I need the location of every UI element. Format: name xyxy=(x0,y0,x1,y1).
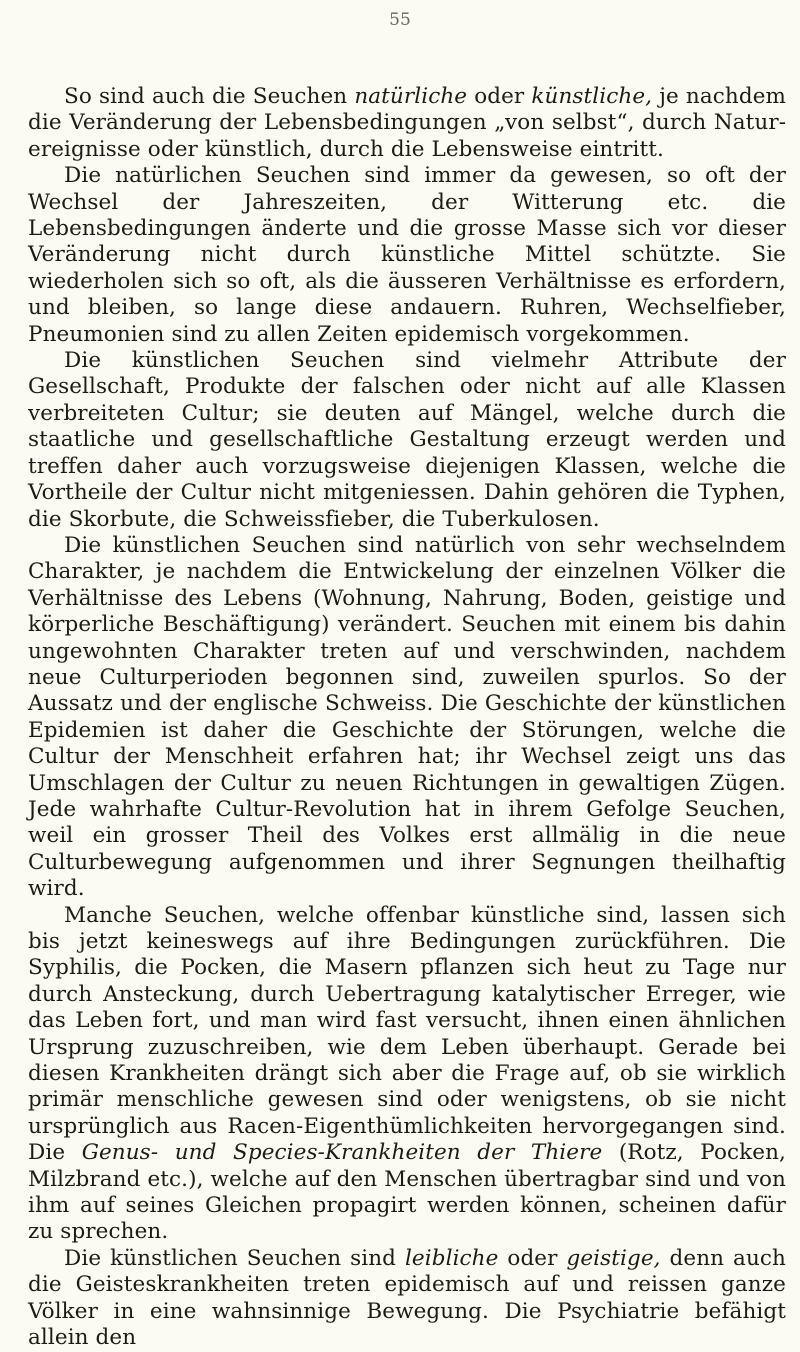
text-run: denn auch die Geisteskrankheiten treten epidemisch auf und reissen ganze Völker in eine wahnsinnige Bewegung. Die Psychiatrie befähigt allein den xyxy=(28,1245,786,1351)
page-number: 55 xyxy=(389,10,411,30)
text-run: Die künstlichen Seuchen sind xyxy=(64,1245,405,1271)
text-run: Manche Seuchen, welche offenbar künstliche sind, lassen sich bis jetzt keineswegs auf ihre Bedingungen zurückführen. Die Syphilis, die Pocken, die Masern pflanzen sich heut zu Tage nur durch Ansteckung, durch Uebertragung katalytischer Erreger, wie das Leben fort, und man wird fast versucht, ihnen einen ähnlichen Ursprung zuzuschreiben, wie dem Leben überhaupt. Gerade bei diesen Krankheiten drängt sich aber die Frage auf, ob sie wirklich primär menschliche gewesen sind oder wenigstens, ob sie nicht ursprünglich aus Racen-Eigenthümlichkeiten hervorgegangen sind. Die xyxy=(28,902,786,1166)
emphasis-geistige: geistige, xyxy=(566,1245,661,1271)
text-run: So sind auch die Seuchen xyxy=(64,84,355,109)
paragraph-contagious-diseases xyxy=(28,903,786,1246)
emphasis-leibliche: leibliche xyxy=(404,1245,499,1271)
emphasis-kuenstliche: künstliche, xyxy=(531,84,653,109)
text-run: oder xyxy=(498,1245,567,1271)
body-text xyxy=(28,84,786,1352)
paragraph-natural-vs-artificial xyxy=(28,84,786,163)
paragraph-artificial-epidemics: Die künstlichen Seuchen sind vielmehr Attribute der Gesellschaft, Produkte der falschen oder nicht auf alle Klassen verbreiteten Cultur; sie deuten auf Mängel, welche durch die staatliche und gesellschaftliche Gestaltung erzeugt werden und treffen daher auch vorzugsweise diejenigen Klassen, welche die Vortheile der Cultur nicht mitgeniessen. Dahin gehören die Typhen, die Skorbute, die Schweissfieber, die Tuberkulosen. xyxy=(28,348,786,532)
paragraph-bodily-mental xyxy=(28,1246,786,1352)
text-run: (Rotz, Pocken, Milzbrand etc.), welche auf den Menschen übertragbar sind und von ihm auf seines Gleichen propagirt werden können, scheinen dafür zu sprechen. xyxy=(28,1140,786,1245)
text-run: je nachdem die Veränderung der Lebensbedingungen „von selbst“, durch Naturereignisse oder künstlich, durch die Lebensweise eintritt. xyxy=(28,84,787,162)
paragraph-changing-character: Die künstlichen Seuchen sind natürlich von sehr wechselndem Charakter, je nachdem die Entwickelung der einzelnen Völker die Verhältnisse des Lebens (Wohnung, Nahrung, Boden, geistige und körperliche Beschäftigung) verändert. Seuchen mit einem bis dahin ungewohnten Charakter treten auf und verschwinden, nachdem neue Culturperioden begonnen sind, zuweilen spurlos. So der Aussatz und der englische Schweiss. Die Geschichte der künstlichen Epidemien ist daher die Geschichte der Störungen, welche die Cultur der Menschheit erfahren hat; ihr Wechsel zeigt uns das Umschlagen der Cultur zu neuen Richtungen in gewaltigen Zügen. Jede wahrhafte Cultur-Revolution hat in ihrem Gefolge Seuchen, weil ein grosser Theil des Volkes erst allmälig in die neue Culturbewegung aufgenommen und ihrer Segnungen theilhaftig wird. xyxy=(28,532,786,902)
text-run: oder xyxy=(467,84,532,109)
paragraph-natural-epidemics: Die natürlichen Seuchen sind immer da gewesen, so oft der Wechsel der Jahreszeiten, der Witterung etc. die Lebensbedingungen änderte und die grosse Masse sich vor dieser Veränderung nicht durch künstliche Mittel schützte. Sie wiederholen sich so oft, als die äusseren Verhältnisse es erfordern, und bleiben, so lange diese andauern. Ruhren, Wechselfieber, Pneumonien sind zu allen Zeiten epidemisch vorgekommen. xyxy=(28,163,786,347)
emphasis-genus-species: Genus- und Species-Krankheiten der Thiere xyxy=(81,1140,603,1166)
emphasis-natuerliche: natürliche xyxy=(354,84,468,109)
